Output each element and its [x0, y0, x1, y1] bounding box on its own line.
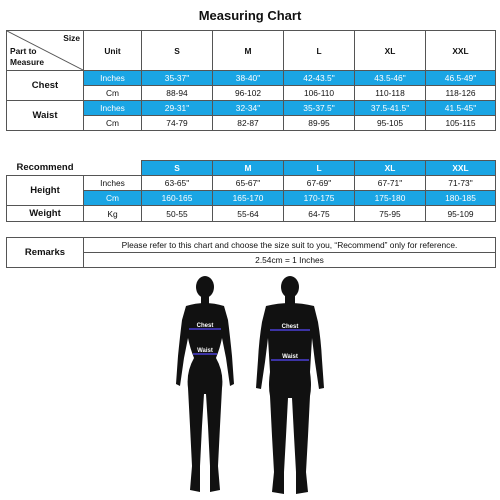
- height-inches-value: 67-69": [284, 176, 355, 191]
- waist-inches-value: 37.5-41.5": [355, 101, 426, 116]
- corner-header-cell: [7, 31, 84, 71]
- female-chest-label: Chest: [196, 323, 214, 329]
- weight-value: 95-109: [426, 206, 496, 222]
- size-header: S: [142, 31, 213, 71]
- waist-cm-value: 95-105: [355, 116, 426, 131]
- size-table: [6, 30, 496, 131]
- weight-value: 55-64: [213, 206, 284, 222]
- chest-cm-value: 96-102: [213, 86, 284, 101]
- chest-inches-value: 46.5-49": [426, 71, 496, 86]
- corner-part-label: Part to Measure: [10, 46, 44, 67]
- waist-inches-value: 29-31": [142, 101, 213, 116]
- remarks-conversion: 2.54cm = 1 Inches: [84, 253, 496, 268]
- female-waist-label: Waist: [197, 348, 213, 354]
- size-header: XL: [355, 31, 426, 71]
- size-header: M: [213, 161, 284, 176]
- height-inches-value: 65-67": [213, 176, 284, 191]
- waist-cm-value: 105-115: [426, 116, 496, 131]
- height-inches-value: 63-65": [142, 176, 213, 191]
- weight-value: 64-75: [284, 206, 355, 222]
- male-waist-label: Waist: [282, 354, 298, 360]
- chest-cm-value: 118-126: [426, 86, 496, 101]
- size-header: XL: [355, 161, 426, 176]
- unit-cell: Inches: [84, 176, 142, 191]
- waist-cm-value: 89-95: [284, 116, 355, 131]
- size-header: M: [213, 31, 284, 71]
- weight-value: 50-55: [142, 206, 213, 222]
- chest-inches-value: 42-43.5": [284, 71, 355, 86]
- corner-size-label: Size: [63, 33, 80, 43]
- female-silhouette: [176, 276, 234, 492]
- waist-cm-value: 74-79: [142, 116, 213, 131]
- height-cm-value: 175-180: [355, 191, 426, 206]
- chest-row-label: Chest: [7, 71, 84, 101]
- unit-cell: Cm: [84, 191, 142, 206]
- weight-value: 75-95: [355, 206, 426, 222]
- size-header: L: [284, 161, 355, 176]
- height-row-label: Height: [7, 176, 84, 206]
- size-header: L: [284, 31, 355, 71]
- chest-inches-value: 35-37": [142, 71, 213, 86]
- waist-inches-value: 32-34": [213, 101, 284, 116]
- remarks-label: Remarks: [7, 238, 84, 268]
- height-inches-value: 67-71": [355, 176, 426, 191]
- height-cm-value: 165-170: [213, 191, 284, 206]
- unit-header: Unit: [84, 31, 142, 71]
- size-header: XXL: [426, 31, 496, 71]
- male-silhouette: [256, 276, 324, 494]
- size-header: S: [142, 161, 213, 176]
- empty-cell: [84, 161, 142, 176]
- chest-cm-value: 106-110: [284, 86, 355, 101]
- chest-cm-value: 88-94: [142, 86, 213, 101]
- chest-inches-value: 38-40": [213, 71, 284, 86]
- chart-title: Measuring Chart: [198, 8, 302, 23]
- chest-cm-value: 110-118: [355, 86, 426, 101]
- recommend-label: Recommend: [16, 162, 74, 174]
- height-cm-value: 170-175: [284, 191, 355, 206]
- remarks-note: Please refer to this chart and choose the size suit to you, “Recommend” only for reference.: [84, 238, 496, 253]
- male-chest-label: Chest: [281, 324, 299, 330]
- waist-cm-value: 82-87: [213, 116, 284, 131]
- size-header: XXL: [426, 161, 496, 176]
- body-figures: [150, 276, 360, 498]
- unit-cell: Inches: [84, 101, 142, 116]
- height-cm-value: 180-185: [426, 191, 496, 206]
- remarks-table: [6, 237, 496, 268]
- unit-cell: Cm: [84, 86, 142, 101]
- height-cm-value: 160-165: [142, 191, 213, 206]
- weight-row-label: Weight: [7, 206, 84, 222]
- waist-row-label: Waist: [7, 101, 84, 131]
- recommend-table: [6, 160, 496, 222]
- waist-inches-value: 41.5-45": [426, 101, 496, 116]
- unit-cell: Cm: [84, 116, 142, 131]
- chest-inches-value: 43.5-46": [355, 71, 426, 86]
- waist-inches-value: 35-37.5": [284, 101, 355, 116]
- unit-cell: Kg: [84, 206, 142, 222]
- height-inches-value: 71-73": [426, 176, 496, 191]
- unit-cell: Inches: [84, 71, 142, 86]
